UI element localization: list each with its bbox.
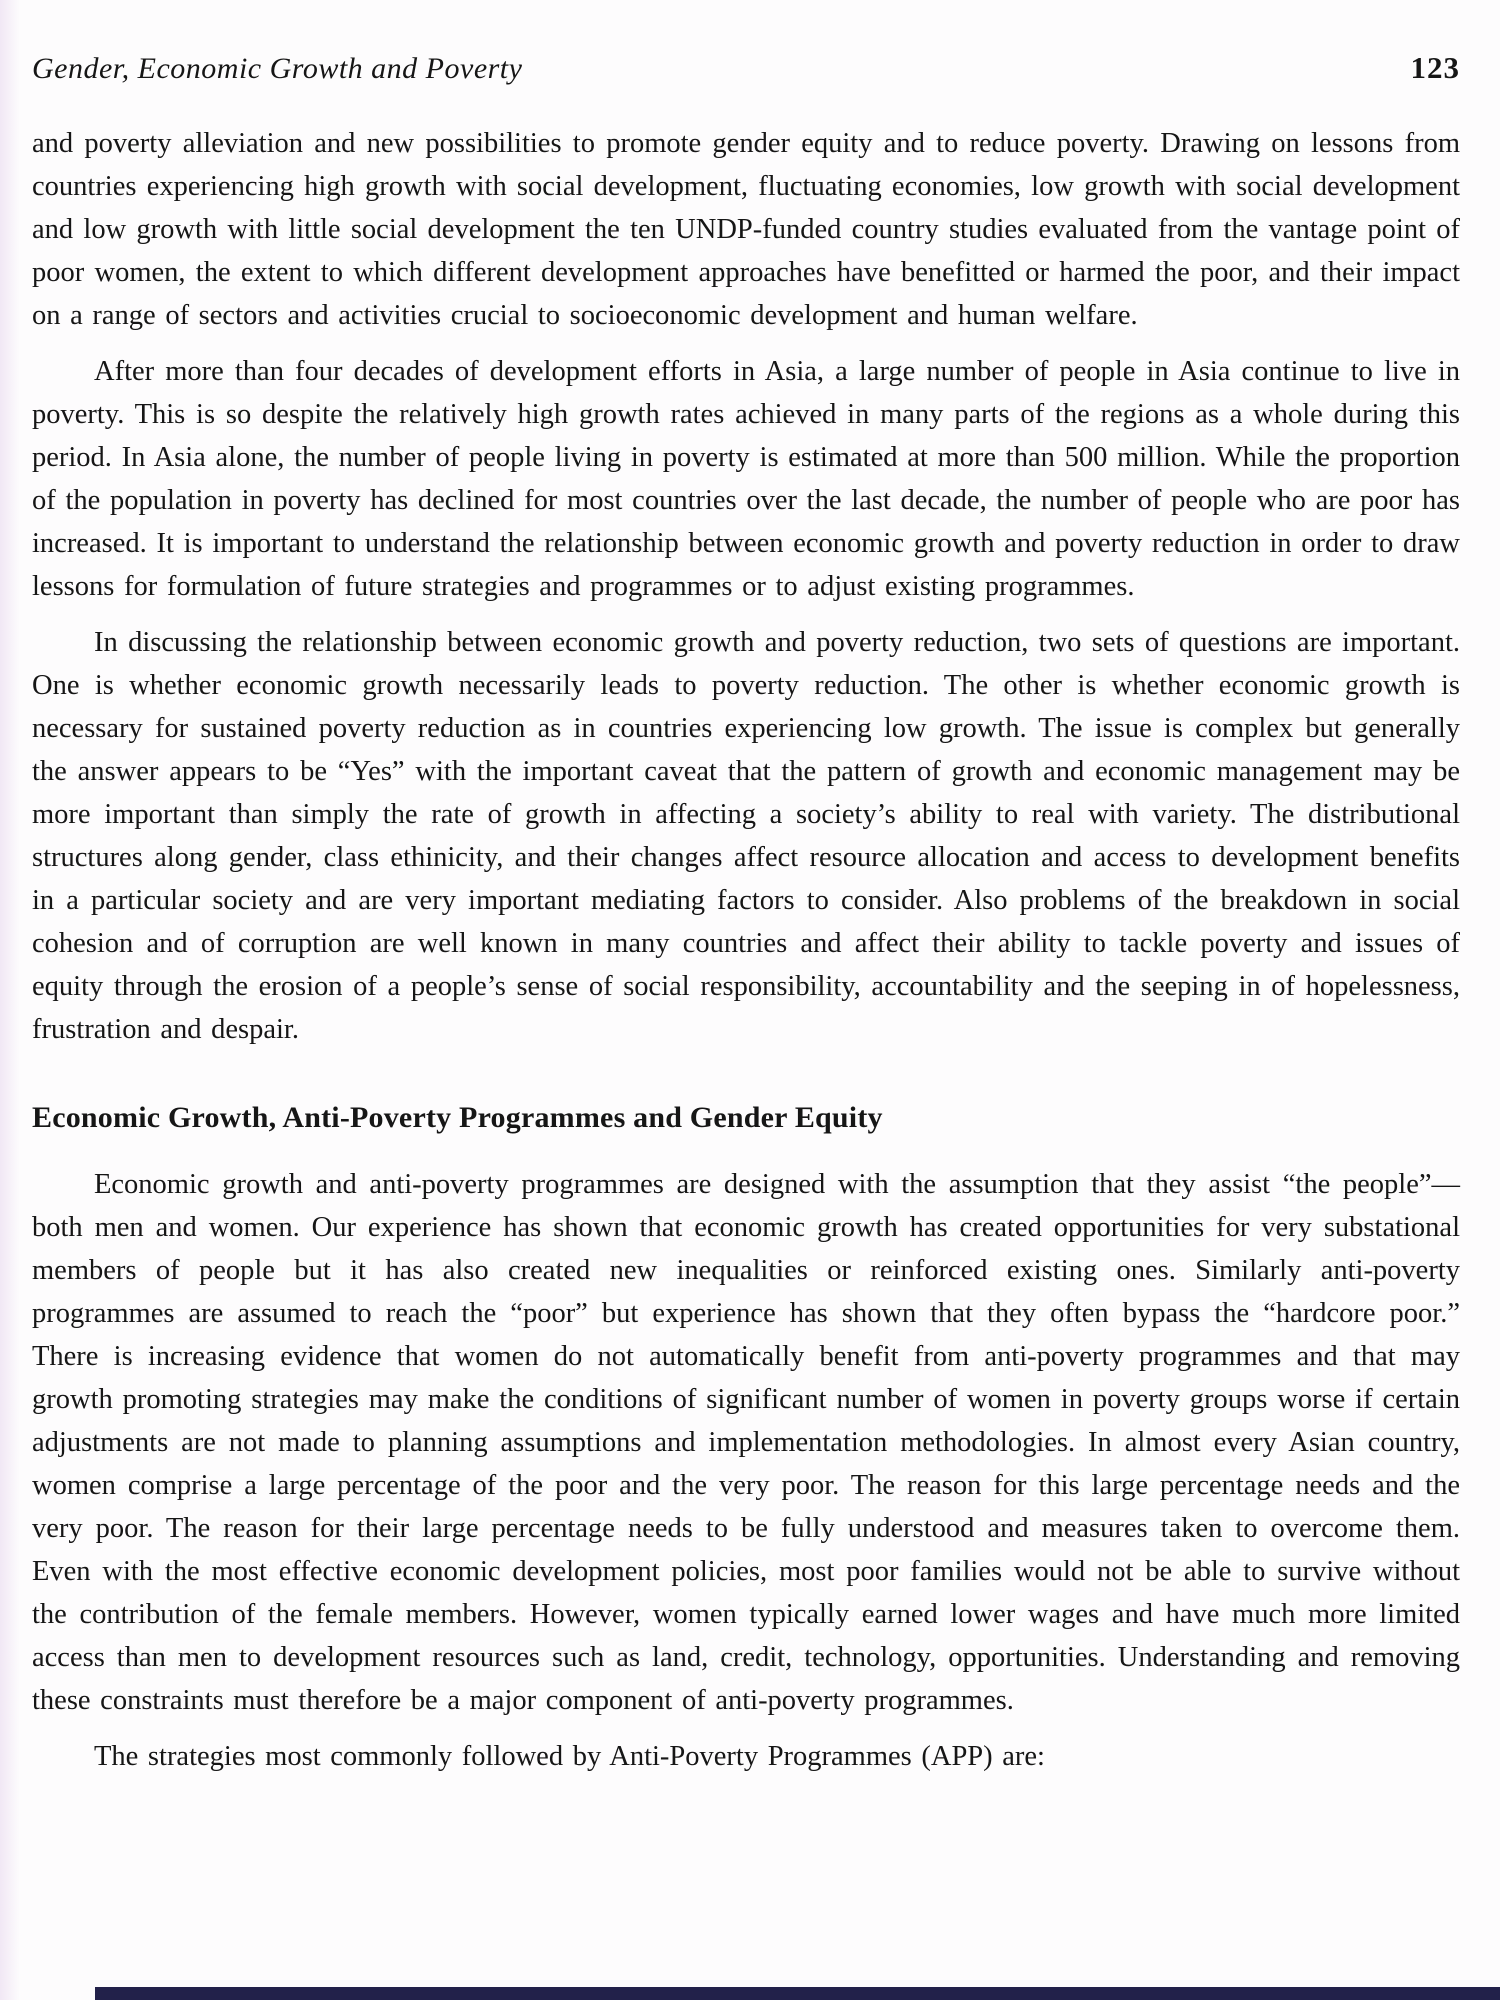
running-title: Gender, Economic Growth and Poverty [32, 52, 523, 85]
body-text [32, 122, 1460, 1778]
page-header [32, 50, 1460, 86]
paragraph-app-strategies-intro: The strategies most commonly followed by Anti-Poverty Programmes (APP) are: [94, 1741, 1045, 1772]
paragraph-asia-poverty: After more than four decades of development efforts in Asia, a large number of people in Asia continue to live in poverty. This is so despite the relatively high growth rates achieved in many parts of the regions as a whole during this period. In Asia alone, the number of people living in poverty is estimated at more than 500 million. While the proportion of the population in poverty has declined for most countries over the last decade, the number of people who are poor has increased. It is important to understand the relationship between economic growth and poverty reduction in order to draw lessons for formulation of future strategies and programmes or to adjust existing programmes. [32, 356, 1460, 602]
page-number: 123 [1410, 50, 1460, 85]
paragraph-anti-poverty-programmes: Economic growth and anti-poverty programmes are designed with the assumption that they assist “the people”— both men and women. Our experience has shown that economic growth has created opportunities for very substational members of people but it has also created new inequalities or reinforced existing ones. Similarly anti-poverty programmes are assumed to reach the “poor” but experience has shown that they often bypass the “hardcore poor.” There is increasing evidence that women do not automatically benefit from anti-poverty programmes and that may growth promoting strategies may make the conditions of significant number of women in poverty groups worse if certain adjustments are not made to planning assumptions and implementation methodologies. In almost every Asian country, women comprise a large percentage of the poor and the very poor. The reason for this large percentage needs and the very poor. The reason for their large percentage needs to be fully understood and measures taken to overcome them. Even with the most effective economic development policies, most poor families would not be able to survive without the contribution of the female members. However, women typically earned lower wages and have much more limited access than men to development resources such as land, credit, technology, opportunities. Understanding and removing these constraints must therefore be a major component of anti-poverty programmes. [32, 1169, 1460, 1716]
section-heading: Economic Growth, Anti-Poverty Programmes and Gender Equity [32, 1101, 883, 1134]
paragraph-growth-poverty-reduction: In discussing the relationship between economic growth and poverty reduction, two sets of questions are important. One is whether economic growth necessarily leads to poverty reduction. The other is whether economic growth is necessary for sustained poverty reduction as in countries experiencing low growth. The issue is complex but generally the answer appears to be “Yes” with the important caveat that the pattern of growth and economic management may be more important than simply the rate of growth in affecting a society’s ability to real with variety. The distributional structures along gender, class ethinicity, and their changes affect resource allocation and access to development benefits in a particular society and are very important mediating factors to consider. Also problems of the breakdown in social cohesion and of corruption are well known in many countries and affect their ability to tackle poverty and issues of equity through the erosion of a people’s sense of social responsibility, accountability and the seeping in of hopelessness, frustration and despair. [32, 627, 1460, 1045]
scan-bottom-edge-artifact [95, 1987, 1500, 2000]
paragraph-continuation: and poverty alleviation and new possibilities to promote gender equity and to reduce poverty. Drawing on lessons from countries experiencing high growth with social development, fluctuating economies, low growth with social development and low growth with little social development the ten UNDP-funded country studies evaluated from the vantage point of poor women, the extent to which different development approaches have benefitted or harmed the poor, and their impact on a range of sectors and activities crucial to socioeconomic development and human welfare. [32, 128, 1460, 331]
